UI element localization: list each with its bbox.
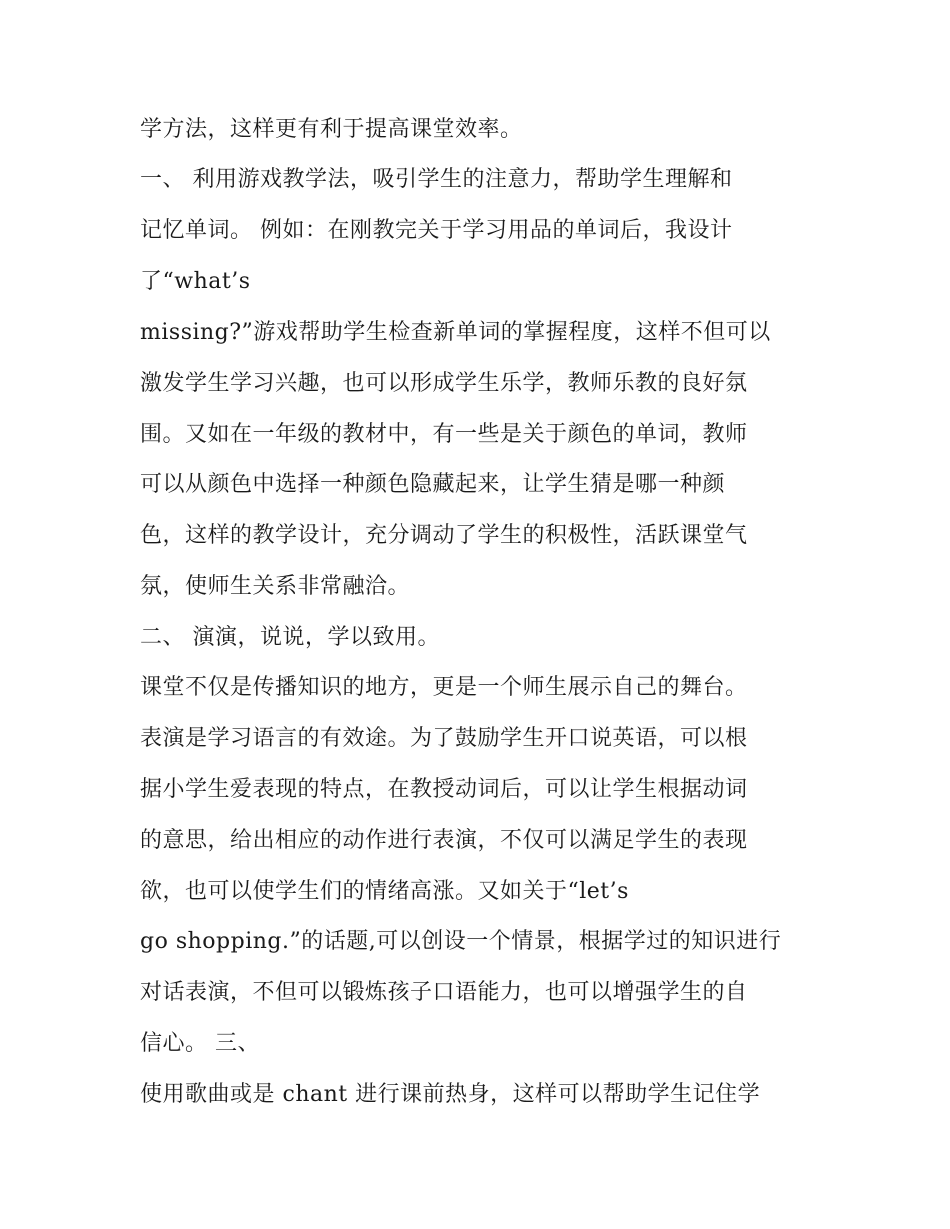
text-line-17: go shopping.”的话题,可以创设一个情景，根据学过的知识进行	[140, 929, 782, 954]
text-line-16: 欲，也可以使学生们的情绪高涨。又如关于“let’s	[140, 879, 629, 904]
text-line-19: 信心。 三、	[140, 1031, 260, 1056]
text-line-8: 可以从颜色中选择一种颜色隐藏起来，让学生猜是哪一种颜	[140, 472, 726, 497]
text-line-5: missing?”游戏帮助学生检查新单词的掌握程度，这样不但可以	[140, 320, 771, 345]
text-line-13: 表演是学习语言的有效途。为了鼓励学生开口说英语，可以根	[140, 726, 748, 751]
text-line-14: 据小学生爱表现的特点，在教授动词后，可以让学生根据动词	[140, 777, 748, 802]
text-line-12: 课堂不仅是传播知识的地方，更是一个师生展示自己的舞台。	[140, 675, 748, 700]
text-line-18: 对话表演，不但可以锻炼孩子口语能力，也可以增强学生的自	[140, 980, 748, 1005]
text-line-1: 学方法，这样更有利于提高课堂效率。	[140, 117, 523, 142]
text-line-6: 激发学生学习兴趣，也可以形成学生乐学，教师乐教的良好氛	[140, 371, 748, 396]
text-line-4: 了“what’s	[140, 269, 251, 294]
text-line-10: 氛，使师生关系非常融洽。	[140, 574, 411, 599]
text-line-2: 一、 利用游戏教学法，吸引学生的注意力，帮助学生理解和	[140, 167, 733, 192]
section-heading-2: 二、 演演，说说，学以致用。	[140, 625, 440, 650]
text-line-15: 的意思，给出相应的动作进行表演，不仅可以满足学生的表现	[140, 828, 748, 853]
text-line-20: 使用歌曲或是 chant 进行课前热身，这样可以帮助学生记住学	[140, 1082, 761, 1107]
text-line-7: 围。又如在一年级的教材中，有一些是关于颜色的单词，教师	[140, 422, 748, 447]
text-line-9: 色，这样的教学设计，充分调动了学生的积极性，活跃课堂气	[140, 523, 748, 548]
text-line-3: 记忆单词。 例如：在刚教完关于学习用品的单词后，我设计	[140, 218, 733, 243]
